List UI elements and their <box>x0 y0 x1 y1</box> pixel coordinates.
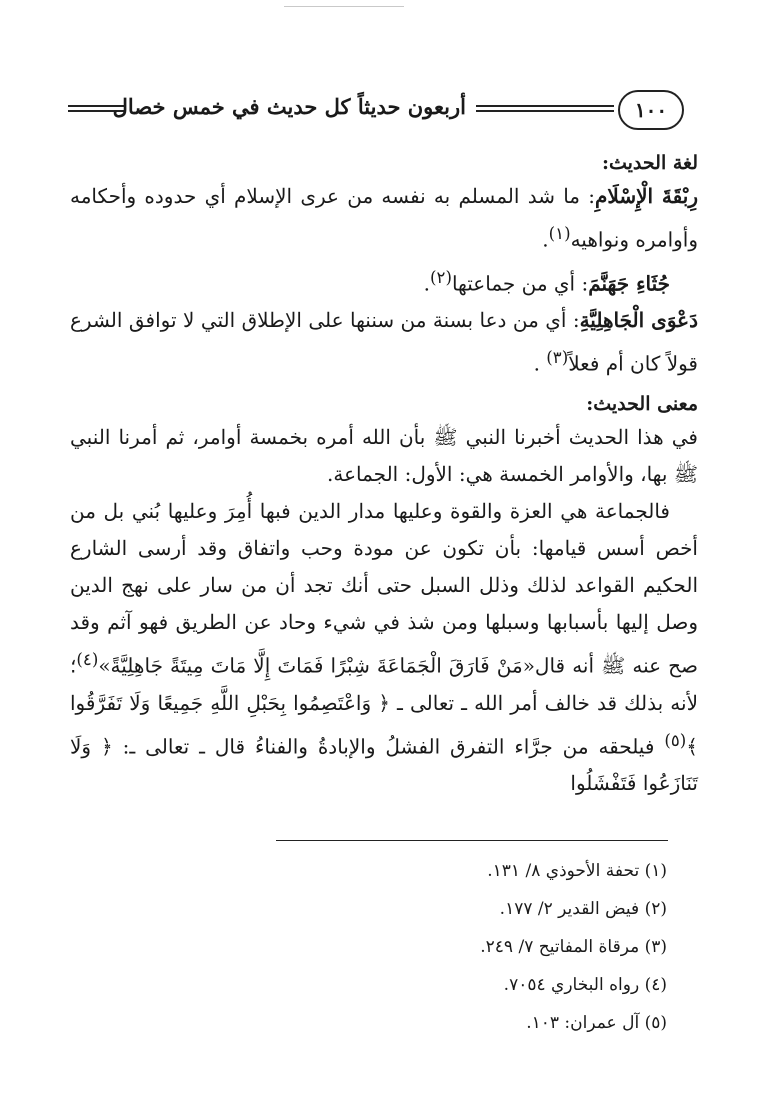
definition-term: جُثَاءِ جَهَنَّمَ <box>588 271 670 296</box>
footnote: (٤) رواه البخاري ٧٠٥٤. <box>503 975 667 995</box>
footnote-ref: (٢) <box>429 267 452 287</box>
footnote-ref: (٥) <box>664 730 687 750</box>
top-rule <box>284 6 404 7</box>
footnotes <box>167 852 667 1042</box>
definition-text: : ما شد المسلم به نفسه من عرى الإسلام أي حدوده وأحكامه وأوامره ونواهيه <box>70 184 698 252</box>
definition-end: . <box>423 271 430 296</box>
footnote: (٢) فيض القدير ٢/ ١٧٧. <box>499 899 667 919</box>
definition-end: . <box>542 227 549 252</box>
definition-text: : أي من دعا بسنة من سننها على الإطلاق التي لا توافق الشرع قولاً كان أم فعلاً <box>70 308 698 376</box>
definition-item <box>70 178 698 259</box>
page-number: ١٠٠ <box>618 90 684 130</box>
paragraph <box>70 493 698 802</box>
page-header <box>68 86 700 132</box>
definition-term: دَعْوَى الْجَاهِلِيَّةِ <box>579 308 699 333</box>
definition-end: . <box>533 351 547 376</box>
header-rule-right <box>476 105 614 112</box>
footnote-ref: (٤) <box>76 649 99 669</box>
footnote-ref: (٣) <box>546 348 569 368</box>
section-heading-meaning: معنى الحديث: <box>586 392 698 415</box>
paragraph-text: ؛ لأنه بذلك قد خالف أمر الله ـ تعالى ـ ﴿ وَاعْتَصِمُوا بِحَبْلِ اللَّهِ جَمِيعًا وَلَا تَفَرَّقُوا ﴾ <box>70 653 698 759</box>
paragraph-text: فالجماعة هي العزة والقوة وعليها مدار الدين فبها أُمِرَ وعليها بُني بل من أخص أسس قيامها: بأن تكون عن مودة وحب واتفاق وقد أرسى الشارع الحكيم القواعد لذلك وذلل السبل حتى أنك تجد أن من سار على نهج الدين وصل إليها بأسبابها وسبلها ومن شذ في شيء وحاد عن الطريق فهو آثم وقد صح عنه ﷺ أنه قال«مَنْ فَارَقَ الْجَمَاعَةَ شِبْرًا فَمَاتَ إِلَّا مَاتَ مِيتَةً جَاهِلِيَّةً» <box>70 498 698 678</box>
paragraph-text: فيلحقه من جرَّاء التفرق الفشلُ والإبادةُ والفناءُ قال ـ تعالى ـ: ﴿ وَلَا تَنَازَعُوا فَتَفْشَلُوا <box>70 734 698 796</box>
main-text <box>70 148 698 802</box>
definition-item <box>70 259 698 303</box>
footnote: (٥) آل عمران: ١٠٣. <box>526 1013 667 1033</box>
paragraph: في هذا الحديث أخبرنا النبي ﷺ بأن الله أمره بخمسة أوامر، ثم أمرنا النبي ﷺ بها، والأوامر الخمسة هي: الأول: الجماعة. <box>70 424 698 486</box>
footnote-separator <box>276 840 668 841</box>
running-title: أربعون حديثاً كل حديث في خمس خصال <box>112 94 466 119</box>
definition-text: : أي من جماعتها <box>451 271 589 296</box>
section-heading-vocabulary: لغة الحديث: <box>601 152 698 174</box>
footnote-ref: (١) <box>548 224 571 243</box>
definition-term: رِبْقَةَ الْإِسْلَامِ <box>595 184 698 208</box>
footnote: (١) تحفة الأحوذي ٨/ ١٣١. <box>487 861 667 881</box>
footnote: (٣) مرقاة المفاتيح ٧/ ٢٤٩. <box>480 937 667 957</box>
definition-item <box>70 302 698 383</box>
